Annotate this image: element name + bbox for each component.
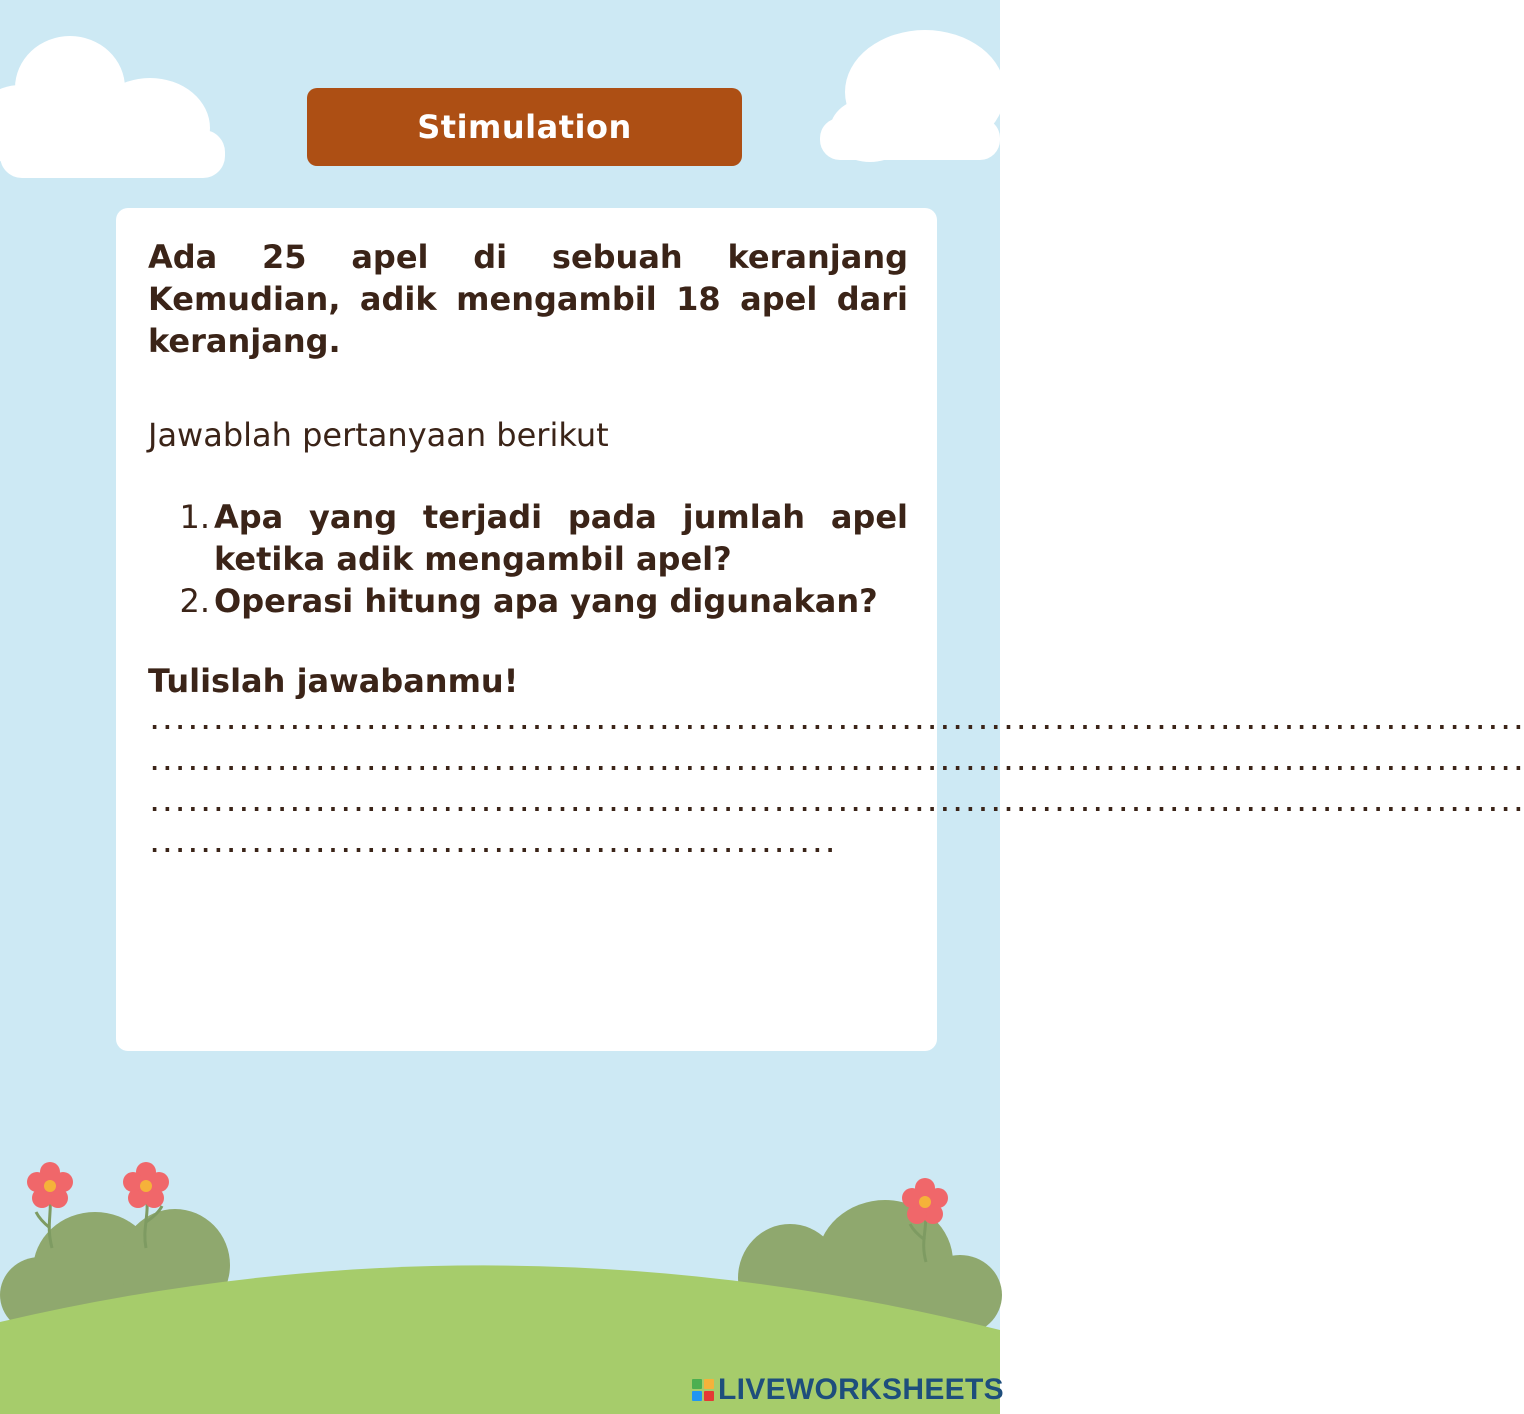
answer-line[interactable]: ......................................................: [148, 833, 837, 858]
brand-watermark: [692, 1372, 1004, 1408]
title-banner: [307, 88, 742, 166]
instruction-text: Jawablah pertanyaan berikut: [148, 416, 609, 454]
answer-line[interactable]: ............................................................................................................: [148, 751, 1524, 776]
question-item: [148, 580, 908, 622]
question-text: Apa yang terjadi pada jumlah apel ketika adik mengambil apel?: [214, 498, 908, 578]
answer-label: Tulislah jawabanmu!: [148, 662, 519, 700]
cloud-left-icon: [0, 36, 225, 178]
cloud-right-icon: [820, 30, 1005, 162]
page-title: Stimulation: [417, 108, 632, 146]
worksheet-content: [148, 236, 1524, 866]
question-text: Operasi hitung apa yang digunakan?: [214, 582, 878, 620]
liveworksheets-logo-icon: [692, 1379, 714, 1401]
story-problem-text: Ada 25 apel di sebuah keranjang Kemudian, adik mengambil 18 apel dari keranjang.: [148, 238, 908, 360]
answer-line[interactable]: ............................................................................................................: [148, 710, 1524, 735]
answer-line[interactable]: ............................................................................................................: [148, 792, 1524, 817]
question-item: [148, 496, 908, 580]
question-number: 1.: [179, 498, 210, 536]
question-list: [148, 496, 908, 622]
brand-name: LIVEWORKSHEETS: [718, 1373, 1004, 1406]
question-number: 2.: [179, 582, 210, 620]
